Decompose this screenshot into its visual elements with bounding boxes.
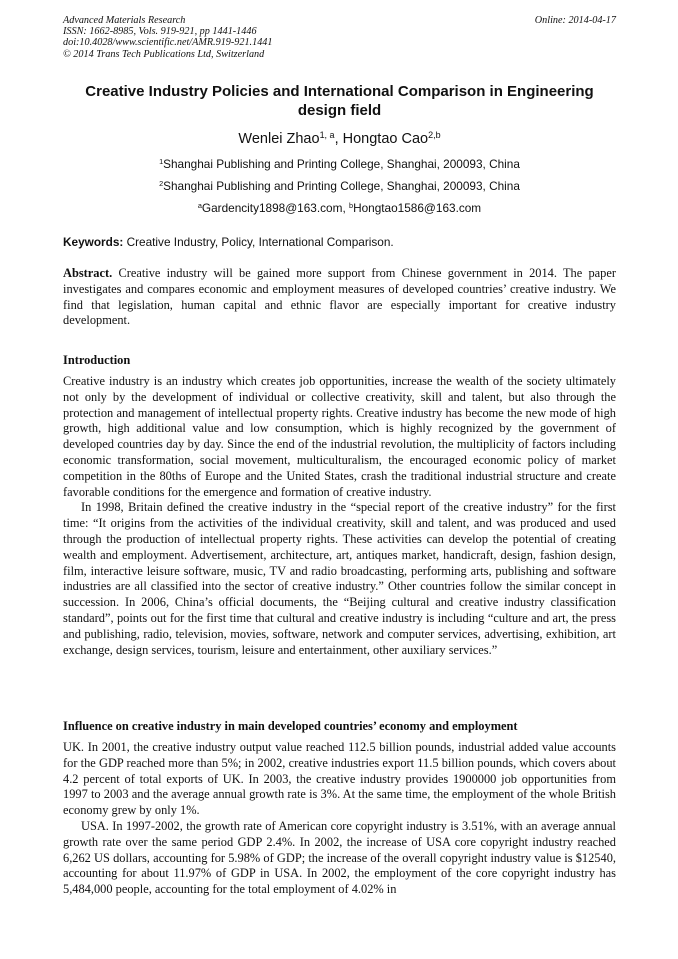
author-1-name: Wenlei Zhao [238, 131, 320, 147]
email-b-sup: b [349, 200, 354, 210]
issn-line: ISSN: 1662-8985, Vols. 919-921, pp 1441-1446 [63, 26, 257, 38]
paper-title: Creative Industry Policies and International Comparison in Engineering design field [85, 83, 594, 119]
intro-paragraph-2: In 1998, Britain defined the creative industry in the “special report of the creative industry” for the first time: “It origins from the activities of the individual creativity, skill and talent, and was produced and used through the production of intellectual property rights. These activities can develop the potential of creating wealth and employment. Advertisement, architecture, art, antiques market, handicraft, design, fashion design, film, interactive leisure software, music, TV and radio broadcasting, performing arts, publishing and software industries are all classified into the sector of creative industry.” Other countries follow the similar concept in succession. In 2006, China’s official documents, the “Beijing cultural and creative industry classification standard”, points out for the first time that cultural and creative industry is including “culture and art, the press and publishing, radio, television, movies, software, network and computer services, advertising, exhibition, art exchange, design services, tourism, leisure and entertainment, other auxiliary services.” [63, 500, 616, 657]
online-date: Online: 2014-04-17 [534, 15, 616, 26]
influence-section [63, 740, 616, 898]
keywords [63, 235, 616, 249]
influence-paragraph-uk: UK. In 2001, the creative industry output value reached 112.5 billion pounds, industrial added value accounts for the GDP reached more than 5%; in 2002, creative industries export 11.5 billion pounds, which covers about 4.2 percent of total exports of UK. In 2003, the creative industry provides 1900000 job opportunities from 1997 to 2003 and the average annual growth rate is 3%. At the same time, the employment of the whole British economy grew by only 1%. [63, 740, 616, 818]
affiliation-2 [63, 179, 616, 193]
affiliation-2-sup: 2 [159, 178, 164, 188]
doi-line: doi:10.4028/www.scientific.net/AMR.919-921.1441 [63, 37, 273, 49]
influence-paragraph-usa: USA. In 1997-2002, the growth rate of American core copyright industry is 3.51%, with an average annual growth rate over the same period GDP 2.4%. In 2002, the increase of USA core copyright industry reached 6,262 US dollars, accounting for 5.98% of GDP; the increase of the overall copyright industry value is $12540, accounting for about 11.97% of GDP in USA. In 2002, the employment of the core copyright industry has 5,484,000 people, accounting for the total employment of 4.02% in [63, 818, 616, 897]
author-separator: , [334, 131, 343, 147]
author-2-name: Hongtao Cao [342, 131, 429, 147]
email-a: Gardencity1898@163.com [201, 201, 343, 215]
keywords-label: Keywords: [63, 235, 124, 249]
abstract-label: Abstract. [63, 266, 113, 280]
affiliation-1-text: Shanghai Publishing and Printing College, Shanghai, 200093, China [163, 157, 520, 171]
copyright-line: © 2014 Trans Tech Publications Ltd, Switzerland [63, 48, 265, 60]
introduction-section [63, 374, 616, 658]
journal-header [63, 15, 616, 60]
email-separator: , [342, 201, 349, 215]
author-2-sup: 2,b [428, 130, 441, 141]
heading-influence: Influence on creative industry in main developed countries’ economy and employment [63, 719, 518, 733]
affiliation-1-sup: 1 [159, 156, 164, 166]
journal-name: Advanced Materials Research [63, 15, 186, 26]
email-a-sup: a [197, 200, 202, 210]
keywords-text: Creative Industry, Policy, International Comparison. [123, 235, 394, 249]
heading-introduction: Introduction [63, 353, 131, 367]
author-line [63, 130, 616, 148]
intro-paragraph-1: Creative industry is an industry which creates job opportunities, increase the wealth of the society ultimately not only by the development of individual or collective creativity, skill and talent, but also through the protection and management of intellectual property rights. Creative industry has become the new mode of high growth, high additional value and low consumption, which is highly recognized by the government of developed countries day by day. Since the end of the industrial revolution, the multiplicity of factors including economic transformation, social movement, multiculturalism, the encouraged economic policy of market competition in the 80ths of Europe and the United States, crash the traditional industrial structure and create favorable conditions for the emergence and formation of creative industry. [63, 374, 616, 499]
abstract [63, 266, 616, 329]
affiliation-2-text: Shanghai Publishing and Printing College, Shanghai, 200093, China [163, 179, 520, 193]
affiliation-1 [63, 157, 616, 171]
email-line [63, 201, 616, 215]
abstract-text: Creative industry will be gained more support from Chinese government in 2014. The paper investigates and compares economic and employment measures of developed countries’ creative industry. We find that legislation, human capital and ethnic flavor are especially important for creative industry development. [63, 266, 616, 328]
email-b: Hongtao1586@163.com [353, 201, 482, 215]
author-1-sup: 1, a [319, 130, 335, 141]
